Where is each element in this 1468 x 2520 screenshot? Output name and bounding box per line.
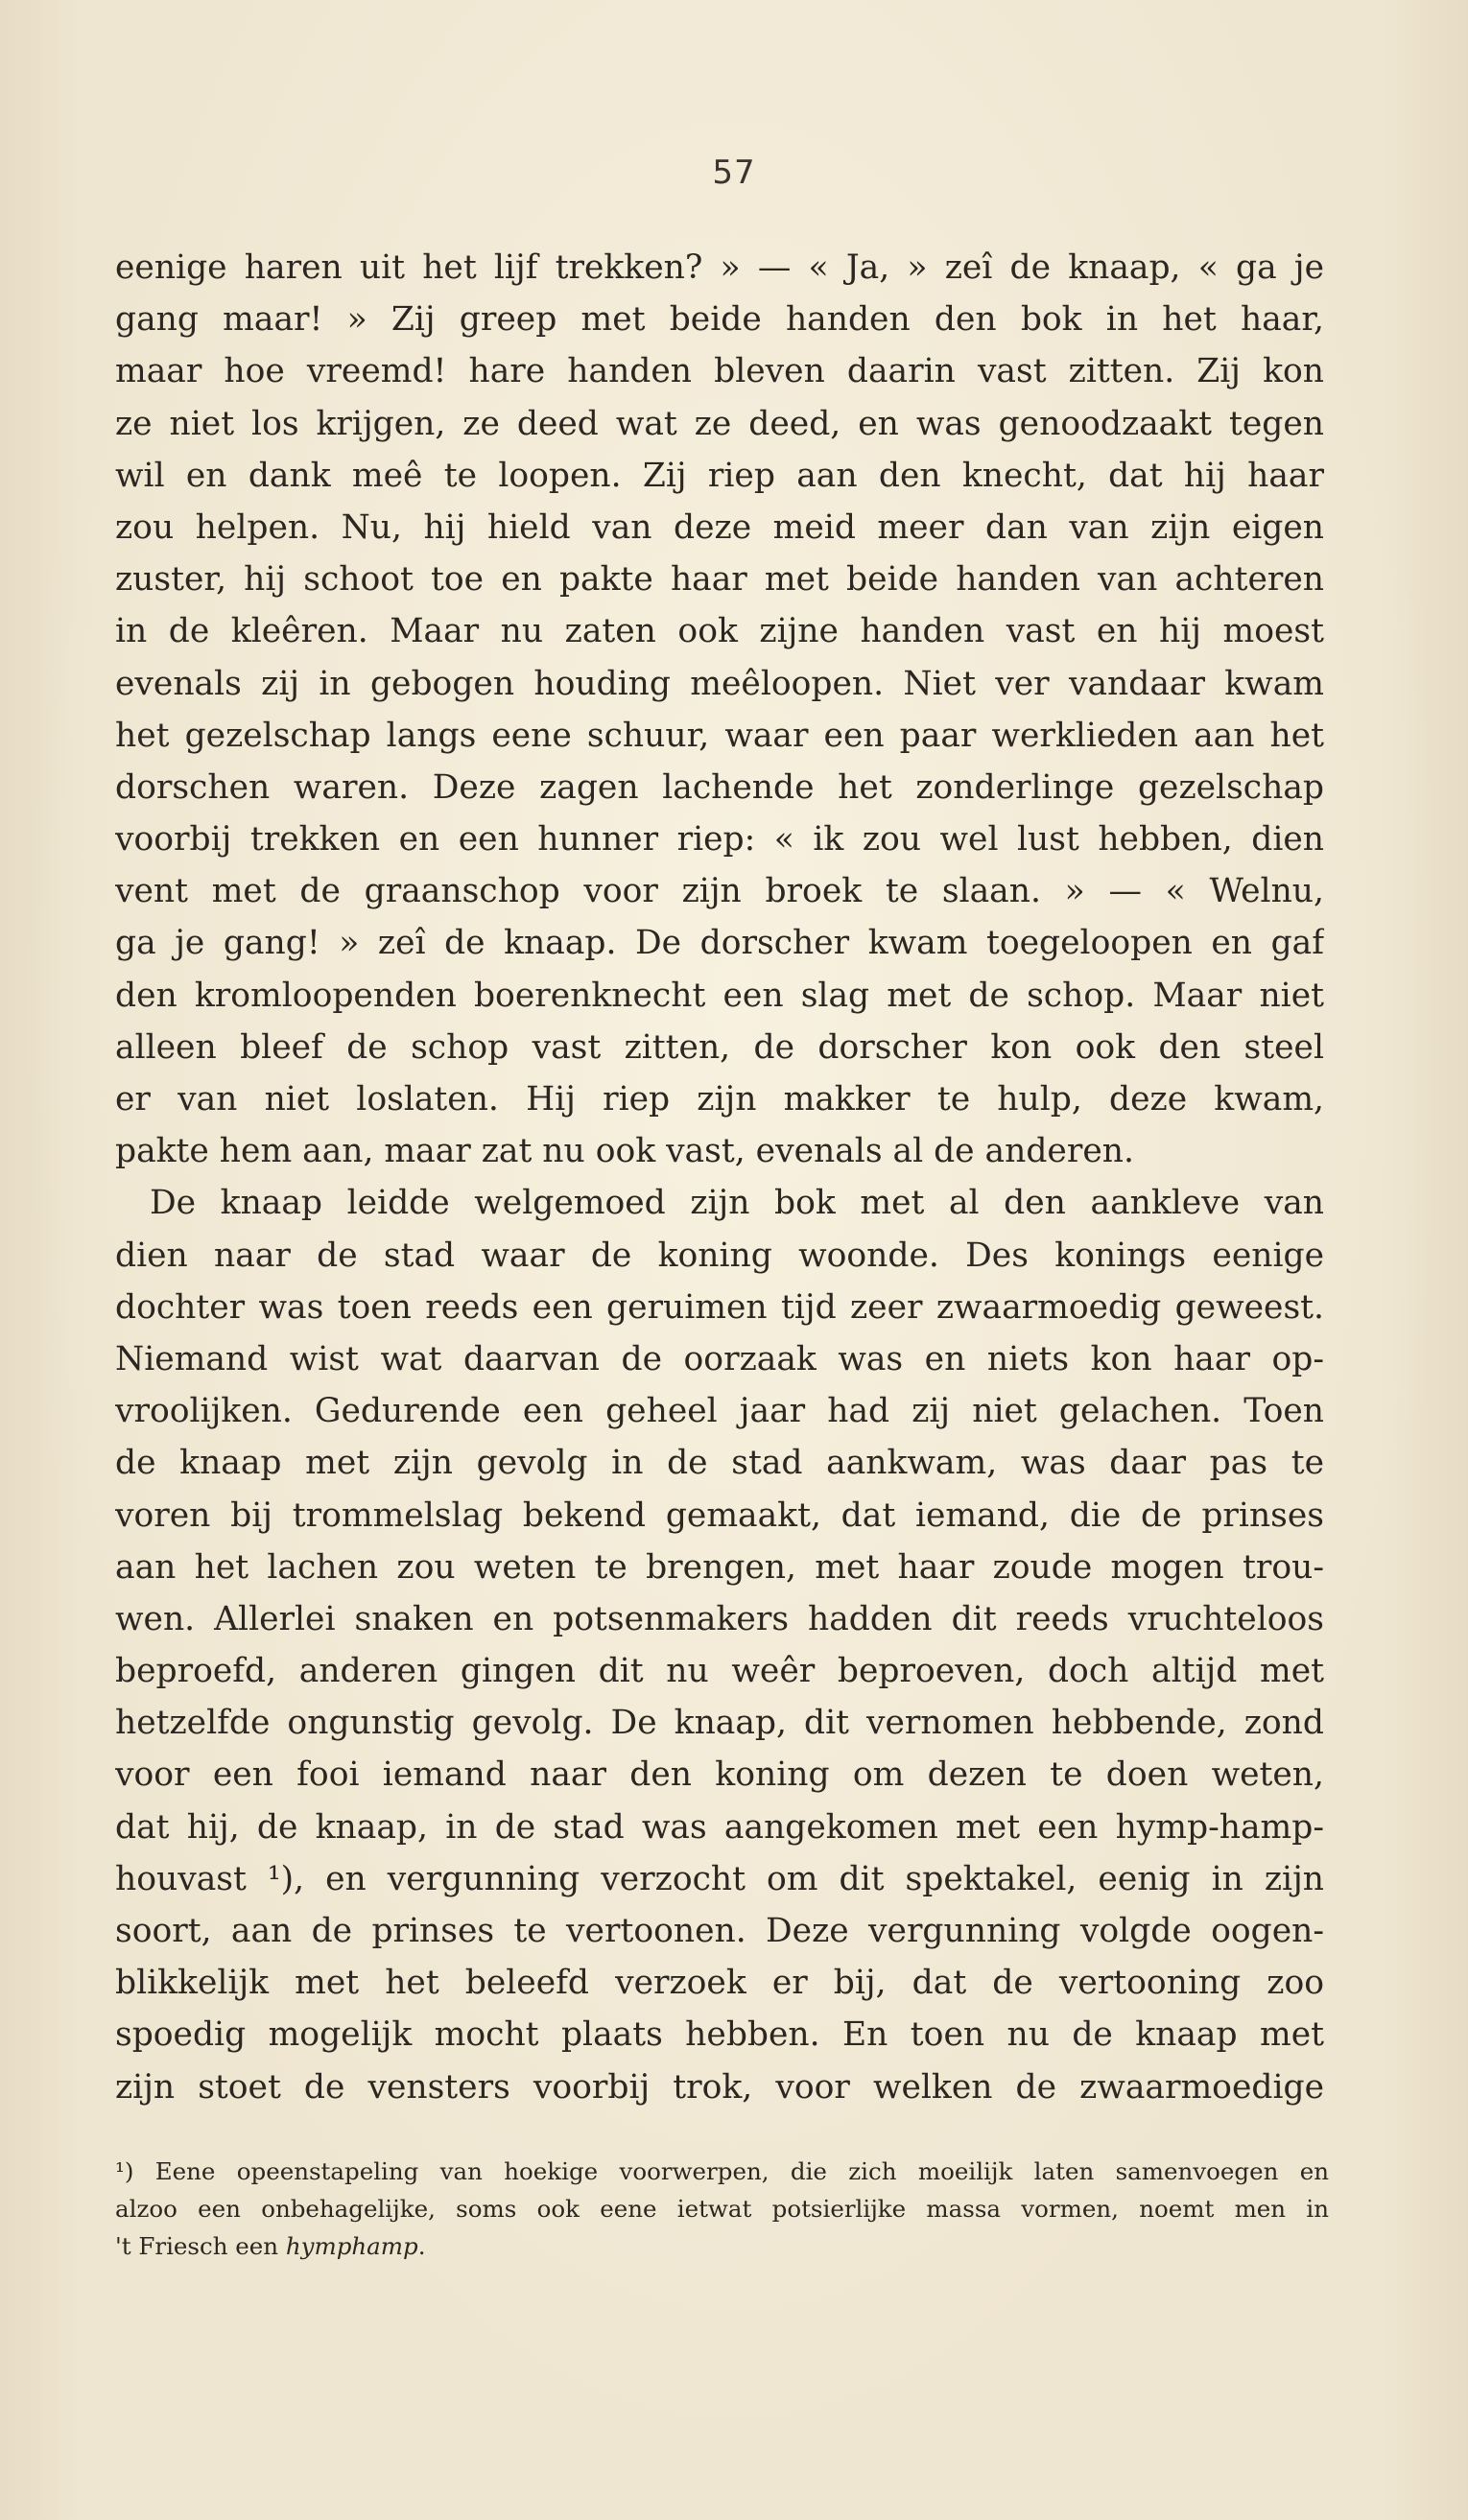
- text-line: vroolijken. Gedurende een geheel jaar had zij niet gelachen. Toen: [115, 1392, 1324, 1431]
- text-line: er van niet loslaten. Hij riep zijn makker te hulp, deze kwam,: [115, 1080, 1324, 1119]
- text-line: dorschen waren. Deze zagen lachende het zonderlinge gezelschap: [115, 767, 1324, 807]
- text-line: houvast ¹), en vergunning verzocht om dit spektakel, eenig in zijn: [115, 1859, 1324, 1898]
- text-line: De knaap leidde welgemoed zijn bok met al den aankleve van: [150, 1184, 1324, 1223]
- text-line: ga je gang! » zeî de knaap. De dorscher kwam toegeloopen en gaf: [115, 924, 1324, 963]
- text-line: alleen bleef de schop vast zitten, de dorscher kon ook den steel: [115, 1027, 1324, 1067]
- text-line: ze niet los krijgen, ze deed wat ze deed, en was genoodzaakt tegen: [115, 404, 1324, 443]
- body-text: [115, 242, 1324, 2113]
- text-line: voorbij trekken en een hunner riep: « ik zou wel lust hebben, dien: [115, 820, 1324, 860]
- text-line: soort, aan de prinses te vertoonen. Deze vergunning volgde oogen-: [115, 1912, 1324, 1950]
- text-line: wil en dank meê te loopen. Zij riep aan den knecht, dat hij haar: [115, 456, 1324, 495]
- text-line: zijn stoet de vensters voorbij trok, voor welken de zwaarmoedige: [115, 2067, 1324, 2107]
- text-line: Niemand wist wat daarvan de oorzaak was en niets kon haar op-: [115, 1339, 1324, 1378]
- text-line: aan het lachen zou weten te brengen, met haar zoude mogen trou-: [115, 1547, 1324, 1587]
- text-line: blikkelijk met het beleefd verzoek er bij, dat de vertooning zoo: [115, 1964, 1324, 2003]
- text-line: beproefd, anderen gingen dit nu weêr beproeven, doch altijd met: [115, 1652, 1324, 1691]
- text-line: dochter was toen reeds een geruimen tijd zeer zwaarmoedig geweest.: [115, 1287, 1324, 1327]
- text-line: evenals zij in gebogen houding meêloopen. Niet ver vandaar kwam: [115, 664, 1324, 703]
- text-line: zuster, hij schoot toe en pakte haar met beide handen van achteren: [115, 560, 1324, 600]
- text-line: gang maar! » Zij greep met beide handen den bok in het haar,: [115, 300, 1324, 340]
- footnote-term: hymphamp: [285, 2232, 418, 2260]
- text-line: het gezelschap langs eene schuur, waar een paar werklieden aan het: [115, 716, 1324, 755]
- text-line: de knaap met zijn gevolg in de stad aankwam, was daar pas te: [115, 1444, 1324, 1483]
- footnote-line: ¹) Eene opeenstapeling van hoekige voorwerpen, die zich moeilijk laten samenvoegen en: [115, 2157, 1329, 2185]
- text-line: dat hij, de knaap, in de stad was aangekomen met een hymp-hamp-: [115, 1807, 1324, 1847]
- text-line: zou helpen. Nu, hij hield van deze meid meer dan van zijn eigen: [115, 507, 1324, 547]
- footnote-text: 't Friesch een: [115, 2232, 286, 2260]
- text-line: spoedig mogelijk mocht plaats hebben. En toen nu de knaap met: [115, 2015, 1324, 2055]
- text-line: wen. Allerlei snaken en potsenmakers hadden dit reeds vruchteloos: [115, 1599, 1324, 1638]
- footnote-line: alzoo een onbehagelijke, soms ook eene ietwat potsierlijke massa vormen, noemt men in: [115, 2195, 1329, 2223]
- text-line: pakte hem aan, maar zat nu ook vast, evenals al de anderen.: [115, 1132, 1134, 1171]
- text-line: voor een fooi iemand naar den koning om dezen te doen weten,: [115, 1755, 1324, 1795]
- text-line: maar hoe vreemd! hare handen bleven daarin vast zitten. Zij kon: [115, 352, 1324, 391]
- text-line: den kromloopenden boerenknecht een slag met de schop. Maar niet: [115, 976, 1324, 1015]
- text-line: voren bij trommelslag bekend gemaakt, dat iemand, die de prinses: [115, 1496, 1324, 1535]
- text-line: dien naar de stad waar de koning woonde. Des konings eenige: [115, 1236, 1324, 1275]
- footnote-period: .: [417, 2232, 426, 2260]
- footnote: [115, 2153, 1329, 2265]
- text-line: vent met de graanschop voor zijn broek te slaan. » — « Welnu,: [115, 872, 1324, 911]
- text-line: in de kleêren. Maar nu zaten ook zijne handen vast en hij moest: [115, 612, 1324, 651]
- page-number: 57: [712, 153, 756, 192]
- text-line: hetzelfde ongunstig gevolg. De knaap, dit vernomen hebbende, zond: [115, 1704, 1324, 1743]
- text-line: eenige haren uit het lijf trekken? » — « Ja, » zeî de knaap, « ga je: [115, 248, 1324, 287]
- footnote-line: [115, 2227, 1329, 2265]
